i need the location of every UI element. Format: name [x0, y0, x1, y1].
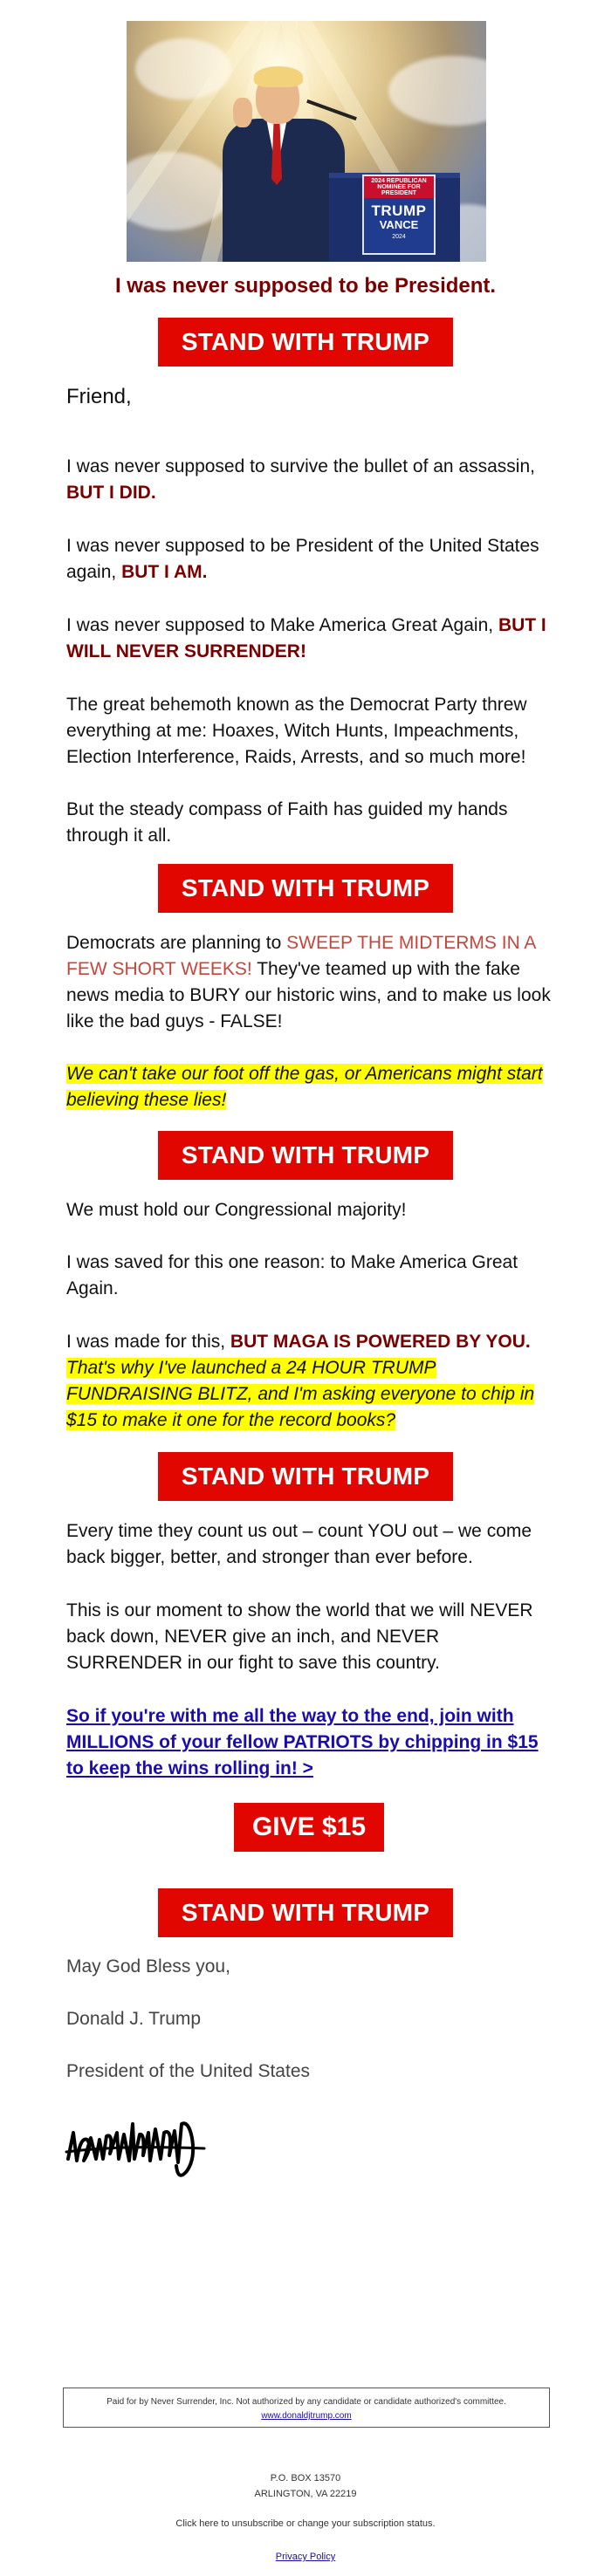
paragraph-president-again — [66, 533, 552, 586]
paragraph-midterms — [66, 930, 552, 1035]
give-15-button[interactable]: GIVE $15 — [234, 1803, 384, 1852]
stand-with-trump-button[interactable]: STAND WITH TRUMP — [158, 1888, 453, 1937]
paragraph-faith: But the steady compass of Faith has guided my hands through it all. — [66, 799, 508, 846]
speaker-hair — [254, 66, 303, 87]
mailing-po-box: P.O. BOX 13570 — [270, 2473, 341, 2484]
paragraph-saved: I was saved for this one reason: to Make America Great Again. — [66, 1252, 518, 1298]
speaker-suit — [223, 119, 345, 262]
speaker-raised-hand — [233, 98, 252, 127]
signer-name: Donald J. Trump — [66, 2009, 202, 2029]
mailing-city: ARLINGTON, VA 22219 — [254, 2489, 357, 2499]
podium-sign-top: 2024 REPUBLICAN NOMINEE FOR PRESIDENT — [364, 176, 434, 198]
disclaimer-box — [63, 2388, 550, 2428]
emphasis-text: BUT I AM. — [121, 562, 208, 582]
emphasis-text: BUT I DID. — [66, 483, 156, 503]
unsubscribe-link[interactable]: Click here to unsubscribe or change your subscription status. — [175, 2518, 436, 2529]
closing-blessing: May God Bless you, — [66, 1956, 230, 1977]
paragraph-text: I was never supposed to Make America Great Again, — [66, 615, 494, 635]
paragraph-maga — [66, 613, 552, 665]
paragraph-count-us-out: Every time they count us out – count YOU out – we come back bigger, better, and stronger than ever before. — [66, 1521, 532, 1567]
stand-with-trump-button[interactable]: STAND WITH TRUMP — [158, 1452, 453, 1501]
donate-link[interactable]: So if you're with me all the way to the end, join with MILLIONS of your fellow PATRIOTS by chipping in $15 to keep the wins rolling in! > — [66, 1706, 539, 1778]
paid-for-text: Paid for by Never Surrender, Inc. Not authorized by any candidate or candidate authorized's committee. — [106, 2397, 506, 2407]
podium-sign — [362, 175, 436, 255]
paragraph-link — [66, 1703, 552, 1782]
signature-image — [65, 2098, 213, 2185]
paragraph-never-surrender: This is our moment to show the world that we will NEVER back down, NEVER give an inch, and NEVER SURRENDER in our fight to save this country. — [66, 1600, 533, 1673]
cloud-shape — [388, 56, 486, 126]
privacy-policy-link-row — [0, 2552, 611, 2562]
paragraph-assassin — [66, 454, 552, 506]
highlighted-text: That's why I've launched a 24 HOUR TRUMP FUNDRAISING BLITZ, and I'm asking everyone to chip in $15 to make it one for the record books? — [66, 1358, 535, 1430]
paragraph-majority: We must hold our Congressional majority! — [66, 1200, 407, 1220]
website-link[interactable]: www.donaldjtrump.com — [261, 2411, 352, 2421]
paragraph-text: Democrats are planning to — [66, 933, 282, 953]
paragraph-text: I was never supposed to survive the bullet of an assassin, — [66, 456, 535, 476]
podium-sign-year: 2024 — [392, 234, 406, 240]
podium-sign-vp: VANCE — [379, 218, 419, 231]
privacy-policy-link[interactable]: Privacy Policy — [275, 2552, 336, 2562]
emphasis-text: BUT MAGA IS POWERED BY YOU. — [230, 1332, 531, 1352]
paragraph-text: I was never supposed to be President of the United States again, — [66, 536, 539, 582]
paragraph-behemoth: The great behemoth known as the Democrat Party threw everything at me: Hoaxes, Witch Hunts, Impeachments, Election Interference, Raids, Arrests, and so much more! — [66, 695, 527, 767]
stand-with-trump-button[interactable]: STAND WITH TRUMP — [158, 1131, 453, 1180]
stand-with-trump-button[interactable]: STAND WITH TRUMP — [158, 864, 453, 913]
paragraph-text: I was made for this, — [66, 1332, 226, 1352]
emphasis-text: BUT I WILL NEVER SURRENDER! — [66, 615, 546, 661]
stand-with-trump-button[interactable]: STAND WITH TRUMP — [158, 318, 453, 367]
signer-title: President of the United States — [66, 2061, 310, 2081]
paragraph-blitz — [66, 1329, 552, 1434]
greeting: Friend, — [66, 385, 132, 408]
paragraph-text: They've teamed up with the fake news media to BURY our historic wins, and to make us look like the bad guys - FALSE! — [66, 959, 551, 1031]
hero-image[interactable] — [127, 21, 486, 262]
emphasis-text: SWEEP THE MIDTERMS IN A FEW SHORT WEEKS! — [66, 933, 536, 979]
highlighted-text: We can't take our foot off the gas, or Americans might start believing these lies! — [66, 1064, 543, 1110]
podium-sign-name: TRUMP — [371, 202, 427, 219]
paragraph-foot-off-gas — [66, 1061, 552, 1113]
headline: I was never supposed to be President. — [114, 274, 497, 298]
